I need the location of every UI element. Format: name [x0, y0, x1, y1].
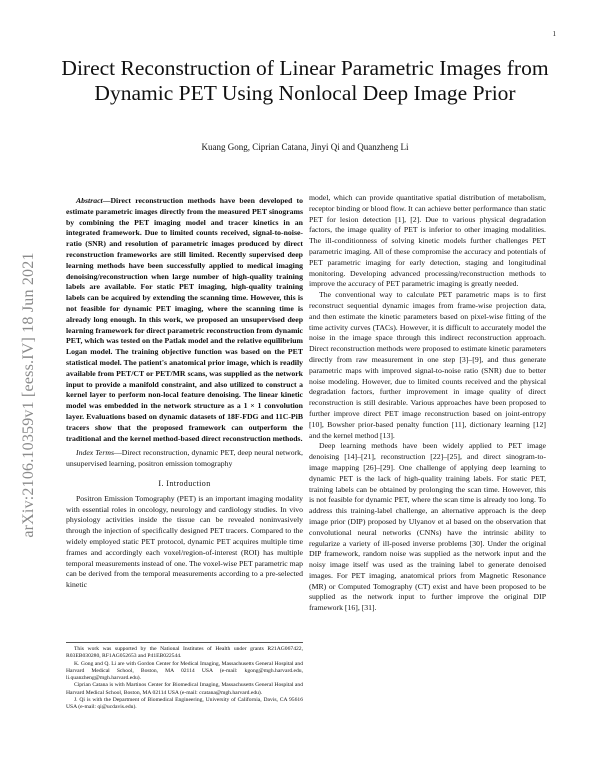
index-terms-text: —Direct reconstruction, dynamic PET, deep neural network, unsupervised learning, positron emission tomography [66, 448, 303, 469]
footnote: J. Qi is with the Department of Biomedical Engineering, University of California, Davis, CA 95616 USA (e-mail: qi@ucdavis.edu). [66, 697, 303, 711]
author-list: Kuang Gong, Ciprian Catana, Jinyi Qi and Quanzheng Li [201, 142, 409, 152]
left-column [66, 196, 303, 591]
body-paragraph: Deep learning methods have been widely applied to PET image denoising [14]–[21], reconstruction [22]–[25], and direct sinogram-to-image mapping [26]–[29]. One challenge of applying deep learning to dynamic PET is the lack of high-quality training labels. For static PET, training labels can be obtained by prolonging the scan time. However, this is not feasible for dynamic PET, where the scan time is already too long. To address this training-label challenge, an alternative approach is the deep image prior (DIP) proposed by Ulyanov et al based on the observation that convolutional neural networks (CNNs) have the intrinsic ability to regularize a variety of ill-posed inverse problems [30]. Under the original DIP framework, random noise was supplied as the network input and the noisy image itself was used as the training label to generate denoised images. For PET imaging, anatomical priors from Magnetic Resonance (MR) or Computed Tomography (CT) exist and have been proposed to be supplied as the network input to further improve the original DIP framework [16], [31]. [309, 441, 546, 613]
arxiv-id: arXiv:2106.10359v1 [eess.IV] 18 Jun 2021 [20, 252, 37, 538]
right-column [309, 193, 546, 614]
arxiv-stamp [14, 205, 44, 585]
footnote: K. Gong and Q. Li are with Gordon Center for Medical Imaging, Massachusetts General Hospital and Harvard Medical School, Boston, MA 02114 USA (e-mail: kgong@mgh.harvard.edu, li.quanzheng@mgh.harvard.edu). [66, 660, 303, 682]
body-paragraph: The conventional way to calculate PET parametric maps is to first reconstruct sequential dynamic images from frame-wise projection data, and then estimate the kinetic parameters based on pixel-wise fitting of the time activity curves (TACs). However, it is difficult to accurately model the noise in the image space through this indirect reconstruction approach. Direct reconstruction methods were proposed to estimate kinetic parameters directly from raw measurement in one step [3]–[9], and thus generate parametric maps with improved signal-to-noise ratio (SNR) due to better noise modeling. However, due to limited counts received and the physical degradation factors, further improvement in image quality of direct reconstruction is still desirable. Various approaches have been proposed to further improve direct PET image reconstruction based on joint-entropy [10], Bowsher prior-based penalty function [11], dictionary learning [12] and the kernel method [13]. [309, 290, 546, 440]
index-terms-lead: Index Terms [76, 448, 114, 458]
section-heading: I. Introduction [158, 478, 211, 488]
body-paragraph: model, which can provide quantitative spatial distribution of metabolism, receptor binding or blood flow. It can achieve better performance than static PET for lesion detection [1], [2]. Due to various physical degradation factors, the image quality of PET is inferior to other imaging modalities. The ill-conditionness of solving kinetic models further challenges PET parametric imaging. All of these compromise the accuracy and potentials of PET parametric imaging for early detection, staging and longitudinal monitoring. Developing advanced processing/reconstruction methods to improve the accuracy of PET parametric imaging is greatly needed. [309, 193, 546, 289]
intro-paragraph: Positron Emission Tomography (PET) is an important imaging modality with essential roles in oncology, neurology and cardiology studies. In vivo physiology activities inside the tissue can be revealed noninvasively through the injection of specifically designed PET tracers. Compared to the widely employed static PET protocol, dynamic PET acquires multiple time frames and accordingly each voxel/region-of-interest (ROI) has multiple temporal measurements instead of one. The voxel-wise PET parametric map can be derived from the temporal measurements according to a pre-selected kinetic [66, 493, 303, 590]
footnote: Ciprian Catana is with Martinos Center for Biomedical Imaging, Massachusetts General Hospital and Harvard Medical School, Boston, MA 02114 USA (e-mail: ccatana@mgh.harvard.edu). [66, 682, 303, 696]
page-number: 1 [552, 30, 556, 38]
footnote: This work was supported by the National Institutes of Health under grants R21AG067422, R03EB030280, RF1AG052653 and P41EB022544. [66, 646, 303, 660]
abstract-text: —Direct reconstruction methods have been developed to estimate parametric images directly from the measured PET sinograms by combining the PET imaging model and tracer kinetics in an integrated framework. Due to limited counts received, signal-to-noise-ratio (SNR) and resolution of parametric images produced by direct reconstruction frameworks are still limited. Recently supervised deep learning methods have been successfully applied to medical imaging denoising/reconstruction when large number of high-quality training labels are available. For static PET imaging, high-quality training labels can be acquired by extending the scanning time. However, this is not feasible for dynamic PET imaging, where the scanning time is already long enough. In this work, we proposed an unsupervised deep learning framework for direct parametric reconstruction from dynamic PET, which was tested on the Patlak model and the relative equilibrium Logan model. The training objective function was based on the PET statistical model. The patient's anatomical prior image, which is readily available from PET/CT or PET/MR scans, was supplied as the network input to provide a manifold constraint, and also utilized to construct a kernel layer to perform non-local feature denoising. The linear kinetic model was embedded in the network structure as a 1 × 1 convolution layer. Evaluations based on dynamic datasets of 18F-FDG and 11C-PiB tracers show that the proposed framework can outperform the traditional and the kernel method-based direct reconstruction methods. [66, 196, 303, 443]
paper-title: Direct Reconstruction of Linear Parametric Images from Dynamic PET Using Nonlocal Deep Image Prior [61, 56, 549, 105]
index-terms [66, 448, 303, 470]
footnotes [66, 642, 303, 712]
abstract [66, 196, 303, 444]
abstract-lead: Abstract [76, 196, 103, 205]
